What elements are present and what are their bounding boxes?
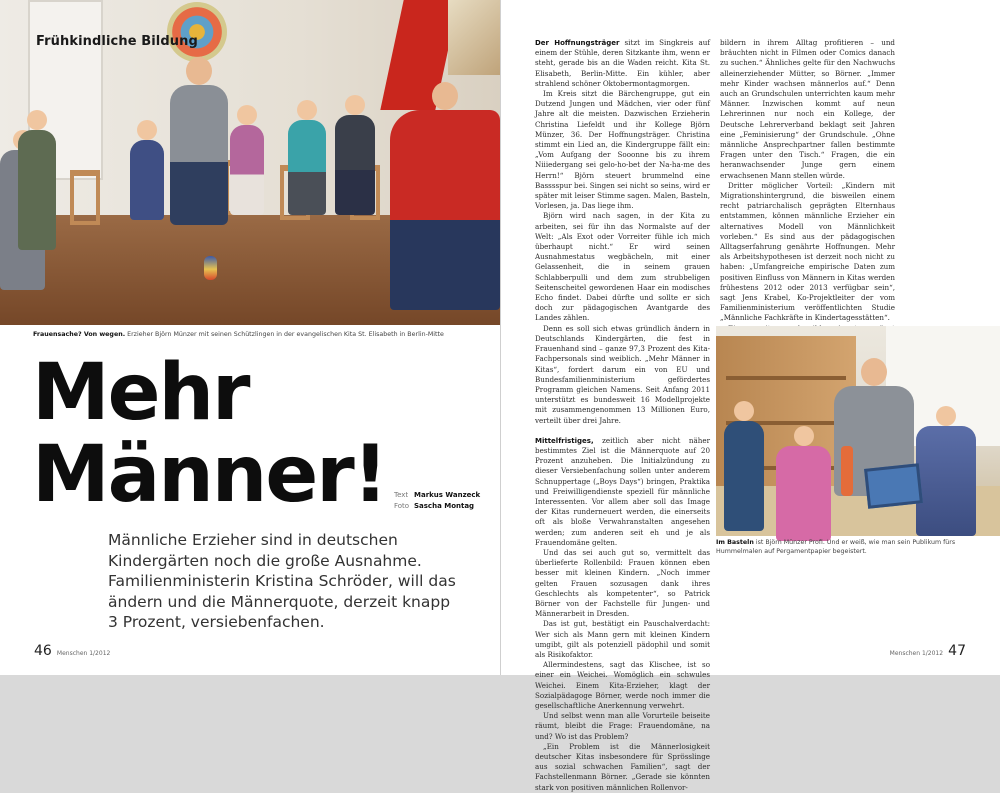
paragraph: Dritter möglicher Vorteil: „Kindern mit Migrationshintergrund, die bisweilen einem recht patriarchalisch geprägten Elternhaus entstammen, können männliche Erzieher ein alternatives Modell von Männlichkeit vorleben.“ Es sind aus der pädagogischen Alltagserfahrung genährte Hoffnungen. Mehr als Arbeitshypothesen ist derzeit noch nicht zu haben: „Umfangreiche empirische Daten zum positiven Einfluss von Männern in Kitas werden frühestens 2012 oder 2013 verfügbar sein“, sagt Jens Krabel, Ko-Projektleiter der vom Familienministerium veröffentlichten Studie „Männliche Fachkräfte in Kindertagesstätten“. [720,180,895,323]
headline [32,348,387,520]
glue-bottle [841,446,853,496]
paragraph-text: sitzt im Singkreis auf einem der Stühle, deren Sitzkante ihm, wenn er steht, gerade bis an die Waden reicht. Kita St. Elisabeth, Berlin-Mitte. Ein kühler, aber strahlend schöner Oktobermontagmorgen. [535,38,710,88]
crafting-photo [716,326,1000,536]
craft-tray [864,463,923,509]
child-figure [776,446,831,541]
credits [394,490,480,512]
credit-photo-label: Foto [394,502,410,510]
paragraph: Und selbst wenn man alle Vorurteile beiseite räumt, bleibt die Frage: Frauendomäne, na und? Wo ist das Problem? [535,711,710,741]
chair [70,170,100,225]
child-figure [18,130,56,250]
caption-text: Erzieher Björn Münzer mit seinen Schützlingen in der evangelischen Kita St. Elisabeth in Berlin-Mitte [125,331,444,338]
page-number-left [34,640,110,659]
child-figure [916,426,976,536]
issue-label: Menschen 1/2012 [56,650,111,657]
text-column-2 [720,38,895,354]
section-label: Frühkindliche Bildung [36,34,198,49]
run-in-head: Der Hoffnungsträger [535,39,620,47]
toy-figure [204,256,217,280]
text-column-1 [535,38,710,793]
child-figure [724,421,764,531]
page-number: 46 [34,643,52,659]
page-number: 47 [948,643,966,659]
paragraph: Allermindestens, sagt das Klischee, ist so einer ein Weichei. Womöglich ein schwules Weichei. Einem Kita-Erzieher, klagt der Sozialpädagoge Börner, werde noch immer die gesellschaftliche Anerkennung verwehrt. [535,660,710,710]
photo-caption [716,539,986,556]
page-number-right [890,640,966,659]
issue-label: Menschen 1/2012 [889,650,944,657]
paragraph: Im Kreis sitzt die Bärchengruppe, gut ein Dutzend Jungen und Mädchen, vier oder fünf Jahre alt die meisten. Dazwischen Erzieherin Christina Liefeldt und ihr Kollege Björn Münzer, 36. Der Hoffnungsträger. Christina stimmt ein Lied an, die Kindergruppe fällt ein: „Vom Aufgang der Sooonne bis zu ihrem Niiiedergang sei gelo-ho-bet der Na-ha-me des Herrn!“ Björn steuert brummelnd eine Basssspur bei. Singen sei nicht so seins, wird er später mit leiser Stimme sagen. Malen, Basteln, Vorlesen, ja. Das liege ihm. [535,89,710,211]
child-figure [335,115,375,215]
child-figure [230,125,264,215]
credit-author: Markus Wanzeck [414,491,481,499]
left-page [0,0,500,675]
headline-line-1: Mehr [32,348,249,438]
caption-text: ist Björn Münzer Profi. Und er weiß, wie man sein Publikum fürs Hummelmalen auf Pergamentpapier begeistert. [716,539,956,555]
paragraph [535,436,710,548]
lead-paragraph: Männliche Erzieher sind in deutschen Kindergärten noch die große Ausnahme. Familienministerin Kristina Schröder, will das ändern und die Männerquote, derzeit knapp 3 Prozent, versiebenfachen. [108,531,456,631]
credit-text-label: Text [394,491,409,499]
run-in-head: Mittelfristiges, [535,436,594,445]
paragraph: bildern in ihrem Alltag profitieren – und bräuchten nicht in Filmen oder Comics danach zu suchen.“ Ähnliches gelte für den Nachwuchs alleinerziehender Mütter, so Börner. „Immer mehr Kinder wachsen männerlos auf.“ Denn auch an Grundschulen unterrichten kaum mehr Männer. Inzwischen kommt auf neun Lehrerinnen nur noch ein Kollege, der Deutsche Lehrerverband beklagt seit Jahren eine „Feminisierung“ der Grundschule. „Ohne männliche Ansprechpartner fallen bestimmte Fragen unter den Tisch.“ Fragen, die ein heranwachsender Junge gern einem erwachsenen Mann stellen würde. [720,38,895,180]
child-figure [288,120,326,215]
credit-photographer: Sascha Montag [414,502,475,510]
photo-caption [33,331,444,338]
caption-lead: Im Basteln [716,539,754,546]
caption-lead: Frauensache? Von wegen. [33,331,126,338]
wall-artwork [448,0,500,75]
paragraph: Denn es soll sich etwas gründlich ändern in Deutschlands Kindergärten, die fest in Frauenhand sind – ganze 97,3 Prozent des Kita-Fachpersonals sind weiblich. „Mehr Männer in Kitas“, fordert darum ein von EU und Bundesfamilienministerium gefördertes Programm gleichen Namens. Seit Anfang 2011 unterstützt es bundesweit 16 Modellprojekte mit zusammengenommen 13 Millionen Euro, verteilt über drei Jahre. [535,323,710,425]
headline-line-2: Männer! [32,430,387,520]
paragraph: Björn wird nach sagen, in der Kita zu arbeiten, sei für ihn das Normalste auf der Welt: „Als Exot oder Vorreiter fühle ich mich überhaupt nicht.“ Er wird seinen Ausnahmestatus wegbächeln, mit einer Gelassenheit, die in seinem grauen Schlabberpulli und dem zum strubbeligen Seitenscheitel gewordenen Haar ein modisches Echo findet. Dabei dürfte und sollte er sich doch zur pädagogischen Avantgarde des Landes zählen. [535,211,710,323]
wall-decoration [167,2,227,62]
educator-figure [390,110,500,310]
child-figure [130,140,164,220]
paragraph: Das ist gut, bestätigt ein Pauschalverdacht: Wer sich als Mann gern mit kleinen Kindern umgibt, gilt als potenziell pädophil und somit als Risikofaktor. [535,619,710,659]
educator-figure [170,85,228,225]
paragraph-text: zeitlich aber nicht näher bestimmtes Ziel ist die Männerquote auf 20 Prozent anzuheben. Die Initialzündung zu dieser Versiebenfachung sollen unter anderem Schnuppertage („Boys Days“) bringen, Praktika und Freiwilligendienste speziell für männliche Interessenten. Vor allem aber soll das Image der Kitas runderneuert werden, die einerseits oft als bloße Verwahranstalten angesehen werden; zum anderen seit eh und je als Frauendomäne gelten. [535,435,710,547]
paragraph: Und das sei auch gut so, vermittelt das überlieferte Rollenbild: Frauen können eben besser mit kleinen Kindern. „Noch immer gelten Frauen sozusagen dank ihres Geschlechts als kompetenter“, so Patrick Börner von der Fachstelle für Jungen- und Männerarbeit in Dresden. [535,547,710,619]
paragraph [535,38,710,89]
paragraph: „Ein Problem ist die Männerlosigkeit deutscher Kitas insbesondere für Sprösslinge aus sozial schwachen Familien“, sagt der Fachstellenmann Börner. „Gerade sie könnten stark von positiven männlichen Rollenvor- [535,741,710,792]
